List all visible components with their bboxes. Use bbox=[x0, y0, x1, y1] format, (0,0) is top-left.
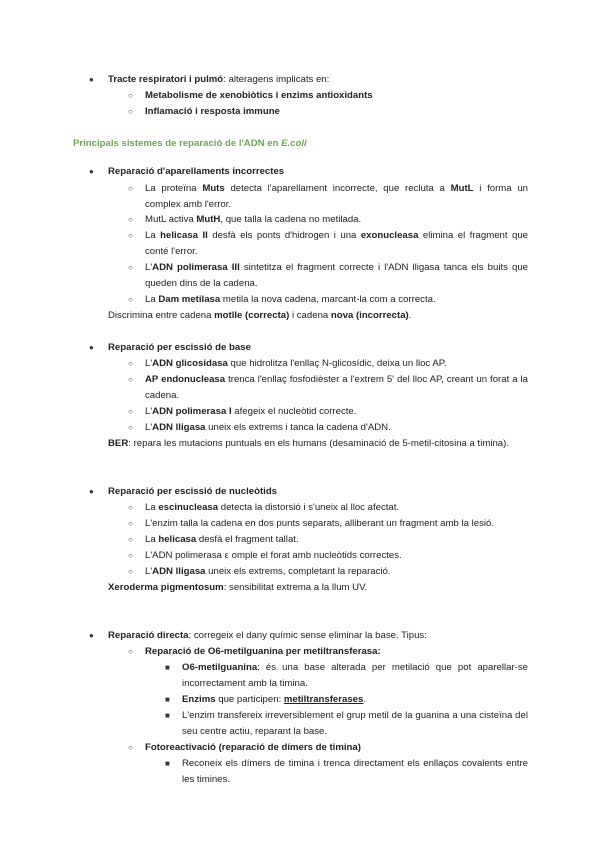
list-item: L'enzim transfereix irreversiblement el grup metil de la guanina a una cisteïna del seu centre actiu, reparant la base. bbox=[182, 710, 528, 737]
bullet-hollow-icon: ○ bbox=[128, 375, 133, 384]
bullet-hollow-icon: ○ bbox=[128, 107, 133, 116]
bullet-hollow-icon: ○ bbox=[128, 91, 133, 100]
list-item: La helicasa II desfà els ponts d'hidrogen i una exonucleasa elimina el fragment que conté l'error. bbox=[145, 230, 528, 257]
bullet-hollow-icon: ○ bbox=[128, 567, 133, 576]
list-item: MutL activa MutH, que talla la cadena no metilada. bbox=[145, 214, 362, 225]
bullet-filled-icon: ● bbox=[89, 167, 94, 176]
section-title-nucleotide-excision: Reparació per escissió de nucleòtids bbox=[108, 486, 278, 497]
section-heading: Principals sistemes de reparació de l'ADN en E.coli bbox=[73, 138, 307, 149]
bullet-filled-icon: ● bbox=[89, 631, 94, 640]
bullet-square-icon: ■ bbox=[165, 711, 170, 720]
bullet-hollow-icon: ○ bbox=[128, 423, 133, 432]
list-item: L'ADN polimerasa ε omple el forat amb nucleòtids correctes. bbox=[145, 550, 402, 561]
intro-item: Tracte respiratori i pulmó: alteragens implicats en: bbox=[108, 74, 330, 85]
bullet-filled-icon: ● bbox=[89, 75, 94, 84]
bullet-hollow-icon: ○ bbox=[128, 359, 133, 368]
bullet-hollow-icon: ○ bbox=[128, 263, 133, 272]
bullet-hollow-icon: ○ bbox=[128, 647, 133, 656]
list-item: L'ADN glicosidasa que hidrolitza l'enllaç N-glicosídic, deixa un lloc AP. bbox=[145, 358, 447, 369]
bullet-filled-icon: ● bbox=[89, 487, 94, 496]
list-item: Reconeix els dímers de timina i trenca directament els enllaços covalents entre les timines. bbox=[182, 758, 528, 785]
bullet-square-icon: ■ bbox=[165, 759, 170, 768]
bullet-hollow-icon: ○ bbox=[128, 184, 133, 193]
bullet-filled-icon: ● bbox=[89, 343, 94, 352]
section-title-base-excision: Reparació per escissió de base bbox=[108, 342, 251, 353]
bullet-hollow-icon: ○ bbox=[128, 535, 133, 544]
section-note: Discrimina entre cadena motlle (correcta) i cadena nova (incorrecta). bbox=[108, 310, 412, 321]
bullet-hollow-icon: ○ bbox=[128, 551, 133, 560]
list-item: Enzims que participen: metiltransferases. bbox=[182, 694, 367, 705]
bullet-hollow-icon: ○ bbox=[128, 231, 133, 240]
list-item: L'ADN lligasa uneix els extrems i tanca la cadena d'ADN. bbox=[145, 422, 391, 433]
bullet-square-icon: ■ bbox=[165, 695, 170, 704]
list-item: AP endonucleasa trenca l'enllaç fosfodièster a l'extrem 5' del lloc AP, creant un forat a la cadena. bbox=[145, 374, 528, 401]
list-item: L'ADN polimerasa I afegeix el nucleòtid correcte. bbox=[145, 406, 357, 417]
list-item: L'ADN lligasa uneix els extrems, completant la reparació. bbox=[145, 566, 391, 577]
list-item: L'enzim talla la cadena en dos punts separats, alliberant un fragment amb la lesió. bbox=[145, 518, 495, 529]
bullet-hollow-icon: ○ bbox=[128, 295, 133, 304]
section-title-direct-repair: Reparació directa: corregeix el dany químic sense eliminar la base. Tipus: bbox=[108, 630, 427, 641]
list-item: La proteïna Muts detecta l'aparellament incorrecte, que recluta a MutL i forma un complex amb l'error. bbox=[145, 183, 529, 210]
subsection-title: Fotoreactivació (reparació de dímers de timina) bbox=[145, 742, 361, 753]
list-item: L'ADN polimerasa III sintetitza el fragment correcte i l'ADN lligasa tanca els buits que queden dins de la cadena. bbox=[145, 262, 528, 289]
bullet-hollow-icon: ○ bbox=[128, 215, 133, 224]
subsection-title: Reparació de O6-metilguanina per metiltransferasa: bbox=[145, 646, 381, 657]
list-item: La Dam metilasa metila la nova cadena, marcant-la com a correcta. bbox=[145, 294, 436, 305]
bullet-hollow-icon: ○ bbox=[128, 743, 133, 752]
bullet-square-icon: ■ bbox=[165, 663, 170, 672]
list-item: La escinucleasa detecta la distorsió i s'uneix al lloc afectat. bbox=[145, 502, 400, 513]
section-note: BER: repara les mutacions puntuals en els humans (desaminació de 5-metil-citosina a timina). bbox=[108, 438, 509, 449]
section-note: Xeroderma pigmentosum: sensibilitat extrema a la llum UV. bbox=[108, 582, 368, 593]
intro-sub-item: Inflamació i resposta immune bbox=[145, 106, 280, 117]
bullet-hollow-icon: ○ bbox=[128, 407, 133, 416]
intro-sub-item: Metabolisme de xenobiòtics i enzims antioxidants bbox=[145, 90, 373, 101]
list-item: O6-metilguanina: és una base alterada per metilació que pot aparellar-se incorrectament amb la timina. bbox=[182, 662, 528, 689]
bullet-hollow-icon: ○ bbox=[128, 519, 133, 528]
list-item: La helicasa desfà el fragment tallat. bbox=[145, 534, 299, 545]
bullet-hollow-icon: ○ bbox=[128, 503, 133, 512]
section-title-mismatch: Reparació d'aparellaments incorrectes bbox=[108, 166, 285, 177]
